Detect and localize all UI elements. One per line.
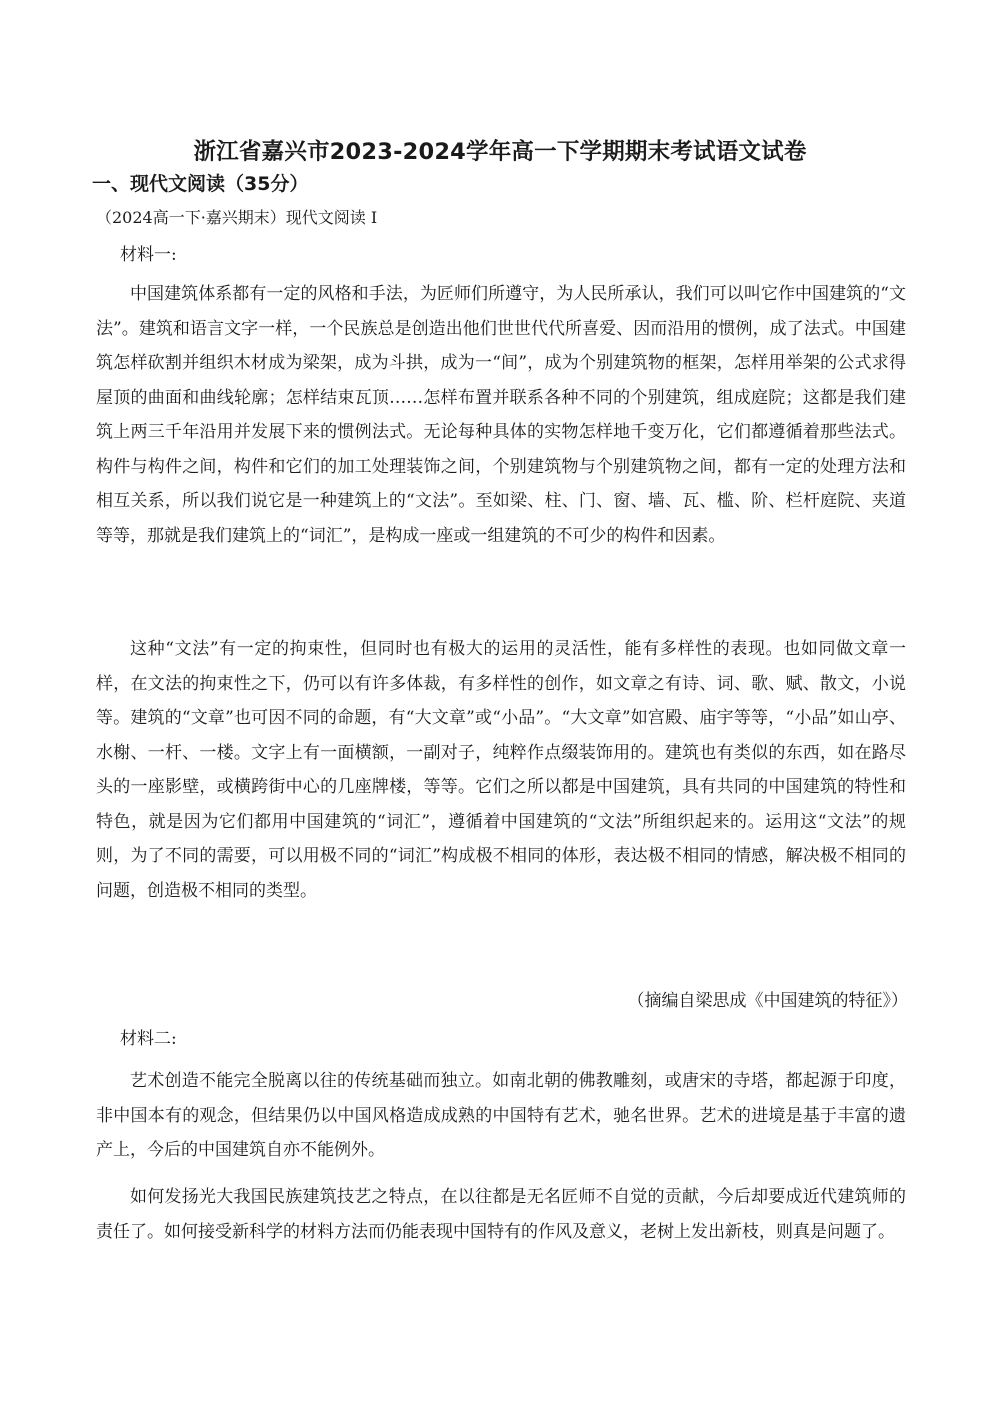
material-one-citation: （摘编自梁思成《中国建筑的特征》） [627, 991, 908, 1011]
question-source-line: （2024高一下·嘉兴期末）现代文阅读 I [96, 208, 378, 227]
material-two-paragraph-2: 如何发扬光大我国民族建筑技艺之特点，在以往都是无名匠师不自觉的贡献，今后却要成近代建筑师的责任了。如何接受新科学的材料方法而仍能表现中国特有的作风及意义，老树上发出新枝，则真是问题了。 [96, 1187, 906, 1242]
material-two-label: 材料二: [120, 1029, 177, 1049]
material-one-paragraph-1: 中国建筑体系都有一定的风格和手法，为匠师们所遵守，为人民所承认，我们可以叫它作中国建筑的“文法”。建筑和语言文字一样，一个民族总是创造出他们世世代代所喜爱、因而沿用的惯例，成了法式。中国建筑怎样砍割并组织木材成为梁架，成为斗拱，成为一“间”，成为个别建筑物的框架，怎样用举架的公式求得屋顶的曲面和曲线轮廓；怎样结束瓦顶……怎样布置并联系各种不同的个别建筑，组成庭院；这都是我们建筑上两三千年沿用并发展下来的惯例法式。无论每种具体的实物怎样地千变万化，它们都遵循着那些法式。构件与构件之间，构件和它们的加工处理装饰之间，个别建筑物与个别建筑物之间，都有一定的处理方法和相互关系，所以我们说它是一种建筑上的“文法”。至如梁、柱、门、窗、墙、瓦、槛、阶、栏杆庭院、夹道等等，那就是我们建筑上的“词汇”，是构成一座或一组建筑的不可少的构件和因素。 [96, 284, 906, 546]
material-two-paragraph-1: 艺术创造不能完全脱离以往的传统基础而独立。如南北朝的佛教雕刻，或唐宋的寺塔，都起源于印度，非中国本有的观念，但结果仍以中国风格造成成熟的中国特有艺术，驰名世界。艺术的进境是基于丰富的遗产上，今后的中国建筑自亦不能例外。 [96, 1071, 906, 1160]
material-one-paragraph-2: 这种“文法”有一定的拘束性，但同时也有极大的运用的灵活性，能有多样性的表现。也如同做文章一样，在文法的拘束性之下，仍可以有许多体裁，有多样性的创作，如文章之有诗、词、歌、赋、散文，小说等。建筑的“文章”也可因不同的命题，有“大文章”或“小品”。“大文章”如宫殿、庙宇等等，“小品”如山亭、水榭、一杆、一楼。文字上有一面横额，一副对子，纯粹作点缀装饰用的。建筑也有类似的东西，如在路尽头的一座影壁，或横跨街中心的几座牌楼，等等。它们之所以都是中国建筑，具有共同的中国建筑的特性和特色，就是因为它们都用中国建筑的“词汇”，遵循着中国建筑的“文法”所组织起来的。运用这“文法”的规则，为了不同的需要，可以用极不同的“词汇”构成极不相同的体形，表达极不相同的情感，解决极不相同的问题，创造极不相同的类型。 [96, 639, 906, 901]
section-heading: 一、现代文阅读（35分） [92, 173, 309, 195]
material-one-label: 材料一: [120, 245, 177, 265]
page-title: 浙江省嘉兴市2023-2024学年高一下学期期末考试语文试卷 [193, 139, 807, 165]
